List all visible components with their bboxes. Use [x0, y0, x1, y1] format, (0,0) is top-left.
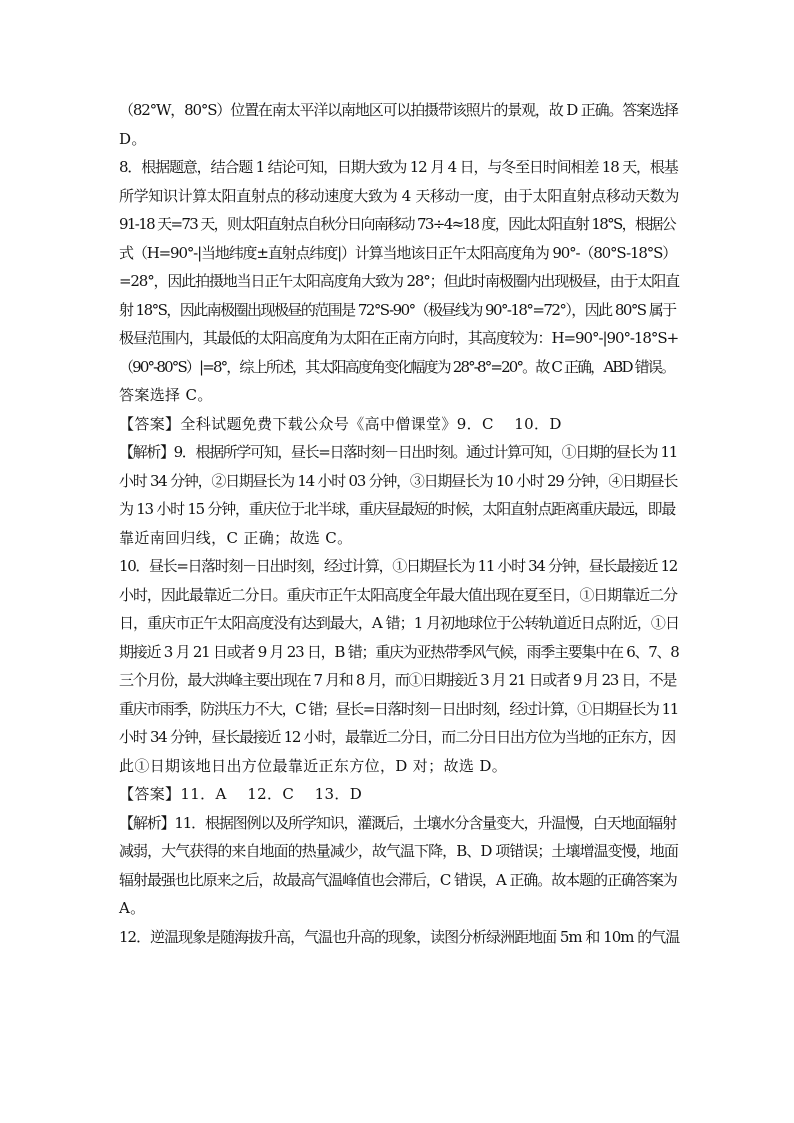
text-line: 小时，因此最靠近二分日。重庆市正午太阳高度全年最大值出现在夏至日，①日期靠近二分: [119, 585, 678, 604]
text-line: 期接近 3 月 21 日或者 9 月 23 日，B 错；重庆为亚热带季风气候，雨季主要集中在 6、7、8: [119, 642, 679, 661]
answer-analysis-text: [119, 96, 679, 951]
text-line: 极昼范围内，其最低的太阳高度角为太阳在正南方向时，其高度较为：H=90°-|90°-18°S+: [119, 329, 679, 347]
text-line: 为 13 小时 15 分钟，重庆位于北半球，重庆昼最短的时候，太阳直射点距离重庆最远，即最: [119, 500, 676, 518]
text-line: 10．昼长=日落时刻－日出时刻，经过计算，①日期昼长为 11 小时 34 分钟，昼长最接近 12: [119, 557, 677, 575]
text-line: 8．根据题意，结合题 1 结论可知，日期大致为 12 月 4 日，与冬至日时间相差 18 天，根基: [119, 158, 678, 176]
text-line: 此①日期该地日出方位最靠近正东方位，D 对；故选 D。: [119, 756, 508, 775]
text-line: A。: [119, 899, 146, 917]
text-line: 12．逆温现象是随海拔升高，气温也升高的现象，读图分析绿洲距地面 5m 和 10m 的气温: [119, 927, 680, 946]
text-line: 射 18°S，因此南极圈出现极昼的范围是 72°S-90°（极昼线为 90°-18°=72°），因此 80°S 属于: [119, 300, 676, 319]
text-line: 式（H=90°-|当地纬度±直射点纬度|）计算当地该日正午太阳高度角为 90°-（80°S-18°S）: [119, 243, 677, 262]
text-line: =28°，因此拍摄地当日正午太阳高度角大致为 28°；但此时南极圈内出现极昼，由于太阳直: [119, 272, 679, 290]
text-line: 重庆市雨季，防洪压力不大，C 错；昼长=日落时刻－日出时刻，经过计算，①日期昼长为 11: [119, 699, 678, 718]
analysis-line: 【解析】9．根据所学可知，昼长=日落时刻－日出时刻。通过计算可知，①日期的昼长为 11: [119, 443, 677, 461]
text-line: 减弱，大气获得的来自地面的热量减少，故气温下降，B、D 项错误；土壤增温变慢，地面: [119, 842, 678, 860]
answer-line: 【答案】全科试题免费下载公众号《高中僧课堂》9．C 10．D: [119, 414, 562, 433]
text-line: 小时 34 分钟，昼长最接近 12 小时，最靠近二分日，而二分日日出方位为当地的正东方，因: [119, 728, 675, 746]
text-line: D。: [119, 129, 147, 148]
text-line: 91-18 天=73 天，则太阳直射点自秋分日向南移动 73÷4≈18 度，因此太阳直射 18°S，根据公: [119, 215, 676, 233]
text-line: 辐射最强也比原来之后，故最高气温峰值也会滞后，C 错误，A 正确。故本题的正确答案为: [119, 870, 677, 889]
text-line: 日，重庆市正午太阳高度没有达到最大，A 错；1 月初地球位于公转轨道近日点附近，①日: [119, 614, 680, 632]
text-line: 靠近南回归线，C 正确；故选 C。: [119, 528, 353, 547]
text-line: 答案选择 C。: [119, 386, 213, 404]
text-line: 所学知识计算太阳直射点的移动速度大致为 4 天移动一度，由于太阳直射点移动天数为: [119, 186, 680, 205]
text-line: （82°W，80°S）位置在南太平洋以南地区可以拍摄带该照片的景观，故 D 正确。答案选择: [119, 101, 678, 119]
text-line: 小时 34 分钟，②日期昼长为 14 小时 03 分钟，③日期昼长为 10 小时 29 分钟，④日期昼长: [119, 471, 678, 490]
answer-line: 【答案】11．A 12．C 13．D: [119, 785, 363, 803]
text-line: （90°-80°S）|=8°，综上所述，其太阳高度角变化幅度为 28°-8°=20°。故 C 正确，ABD 错误。: [119, 357, 675, 376]
analysis-line: 【解析】11．根据图例以及所学知识，灌溉后，土壤水分含量变大，升温慢，白天地面辐射: [119, 813, 676, 832]
text-line: 三个月份，最大洪峰主要出现在 7 月和 8 月，而①日期接近 3 月 21 日或者 9 月 23 日，不是: [119, 671, 677, 689]
